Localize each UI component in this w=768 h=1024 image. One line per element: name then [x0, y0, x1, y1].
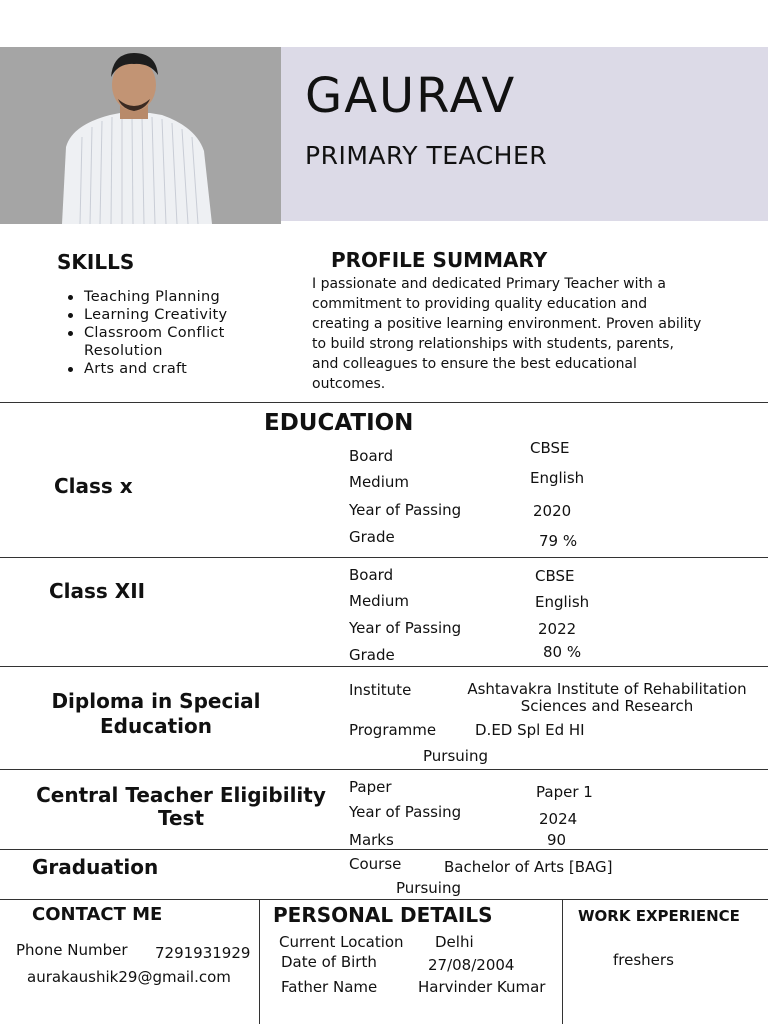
divider-contact-personal — [259, 899, 260, 1024]
diploma-programme-value: D.ED Spl Ed HI — [475, 721, 585, 739]
graduation-status: Pursuing — [396, 879, 461, 897]
personal-details-heading: PERSONAL DETAILS — [273, 903, 493, 927]
diploma-title: Diploma in Special Education — [51, 689, 261, 738]
location-value: Delhi — [435, 933, 474, 951]
class-xii-grade-label: Grade — [349, 646, 395, 664]
ctet-paper-value: Paper 1 — [536, 783, 593, 801]
class-x-year-label: Year of Passing — [349, 501, 462, 519]
class-x-board-label: Board — [349, 447, 394, 465]
divider-diploma — [0, 769, 768, 770]
skill-item: Classroom Conflict Resolution — [84, 324, 284, 360]
ctet-paper-label: Paper — [349, 778, 392, 796]
diploma-status: Pursuing — [423, 747, 488, 765]
class-x-grade-label: Grade — [349, 528, 395, 546]
ctet-title: Central Teacher Eligibility Test — [36, 783, 326, 830]
person-photo-illustration — [0, 47, 281, 224]
diploma-institute-value: Ashtavakra Institute of Rehabilitation Sciences and Research — [467, 680, 747, 715]
location-label: Current Location — [279, 933, 404, 951]
class-xii-medium-value: English — [535, 593, 590, 611]
skill-item: Teaching Planning — [84, 288, 284, 306]
father-name-value: Harvinder Kumar — [418, 978, 546, 996]
class-x-medium-label: Medium — [349, 473, 409, 491]
divider-personal-work — [562, 899, 563, 1024]
candidate-name: GAURAV — [305, 68, 517, 124]
divider-ctet — [0, 849, 768, 850]
class-x-year-value: 2020 — [533, 502, 572, 520]
profile-summary-text: I passionate and dedicated Primary Teacher with a commitment to providing quality education and creating a positive learning environment. Proven ability to build strong relationships with students, parents, and colleagues to ensure the best educational outcomes. — [312, 276, 702, 392]
divider-class-x — [0, 557, 768, 558]
class-xii-year-label: Year of Passing — [349, 619, 462, 637]
skills-list — [84, 288, 284, 378]
class-xii-board-value: CBSE — [535, 567, 575, 585]
graduation-course-value: Bachelor of Arts [BAG] — [444, 858, 613, 876]
class-xii-board-label: Board — [349, 566, 394, 584]
divider-graduation — [0, 899, 768, 900]
education-heading: EDUCATION — [264, 410, 414, 436]
class-xii-medium-label: Medium — [349, 592, 409, 610]
profile-photo — [0, 47, 281, 224]
class-xii-grade-value: 80 % — [543, 643, 582, 661]
ctet-marks-label: Marks — [349, 831, 394, 849]
divider-education-top — [0, 402, 768, 403]
father-name-label: Father Name — [281, 978, 378, 996]
dob-label: Date of Birth — [281, 953, 377, 971]
work-experience-heading: WORK EXPERIENCE — [578, 907, 740, 925]
graduation-title: Graduation — [32, 855, 159, 879]
class-x-title: Class x — [54, 474, 133, 498]
dob-value: 27/08/2004 — [428, 956, 515, 974]
class-x-medium-value: English — [530, 469, 585, 487]
skill-item: Learning Creativity — [84, 306, 284, 324]
profile-heading: PROFILE SUMMARY — [331, 248, 548, 272]
class-xii-title: Class XII — [49, 579, 146, 603]
candidate-role: PRIMARY TEACHER — [305, 141, 548, 170]
ctet-year-label: Year of Passing — [349, 803, 462, 821]
contact-heading: CONTACT ME — [32, 904, 163, 925]
divider-class-xii — [0, 666, 768, 667]
phone-value: 7291931929 — [155, 944, 251, 962]
ctet-year-value: 2024 — [539, 810, 578, 828]
class-x-grade-value: 79 % — [539, 532, 578, 550]
email-value: aurakaushik29@gmail.com — [27, 968, 231, 986]
graduation-course-label: Course — [349, 855, 402, 873]
diploma-programme-label: Programme — [349, 721, 437, 739]
work-experience-value: freshers — [613, 951, 674, 969]
diploma-institute-label: Institute — [349, 681, 412, 699]
skill-item: Arts and craft — [84, 360, 284, 378]
class-xii-year-value: 2022 — [538, 620, 577, 638]
skills-heading: SKILLS — [57, 250, 135, 274]
ctet-marks-value: 90 — [547, 831, 567, 849]
class-x-board-value: CBSE — [530, 439, 570, 457]
phone-label: Phone Number — [16, 941, 128, 959]
